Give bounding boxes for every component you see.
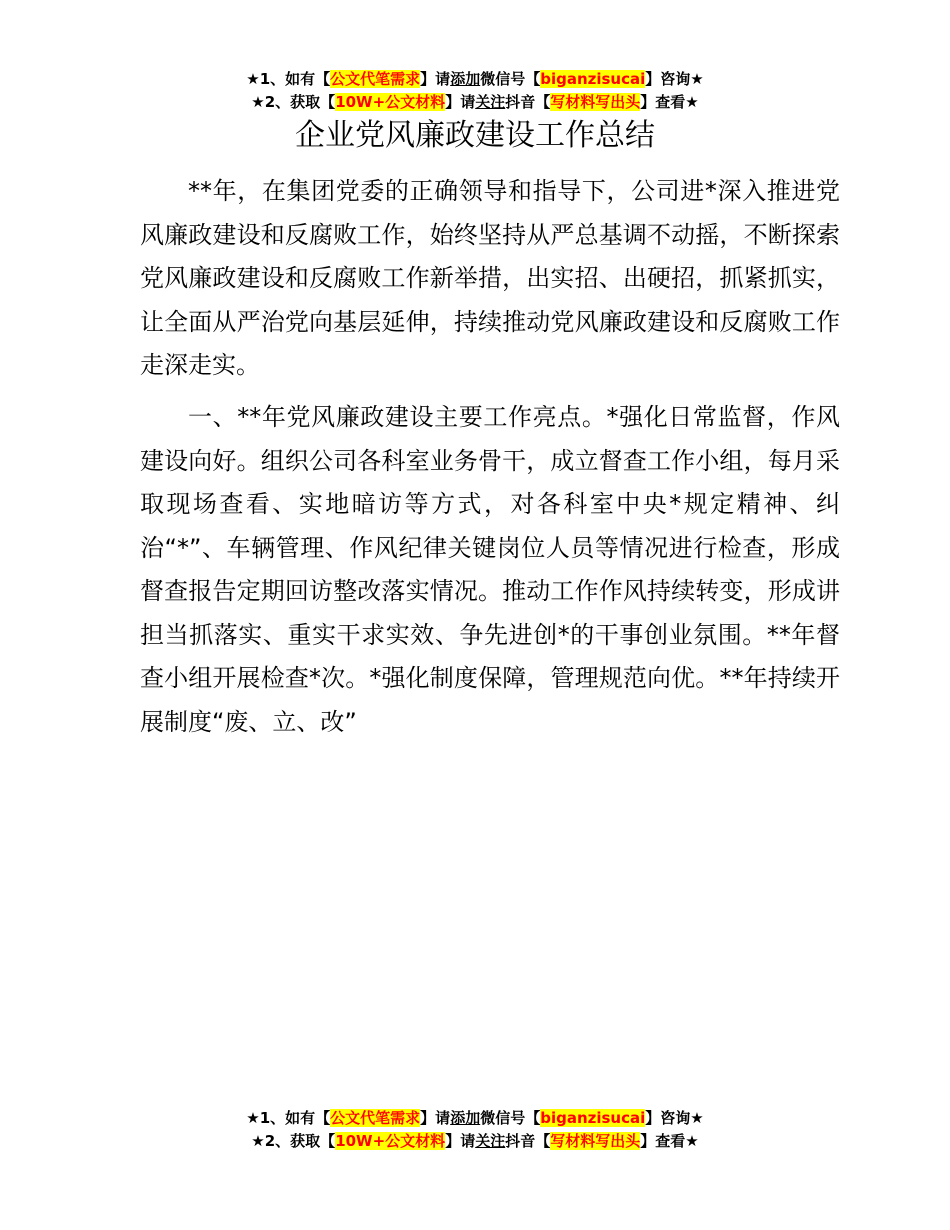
highlight-service: 公文代笔需求 <box>330 1109 421 1127</box>
banner-text: 】咨询★ <box>645 1109 704 1127</box>
banner-text: 】查看★ <box>640 93 699 111</box>
banner-line-2 <box>0 91 950 114</box>
banner-text: 】请 <box>420 70 451 88</box>
banner-text: 微信号【 <box>480 70 541 88</box>
paragraph: **年，在集团党委的正确领导和指导下，公司进*深入推进党风廉政建设和反腐败工作，始终坚持从严总基调不动摇，不断探索党风廉政建设和反腐败工作新举措，出实招、出硬招，抓紧抓实，让全面从严治党向基层延伸，持续推动党风廉政建设和反腐败工作走深走实。 <box>140 177 840 379</box>
banner-line-2 <box>0 1130 950 1153</box>
header-banner <box>0 68 950 114</box>
highlight-materials: 10W+公文材料 <box>335 1132 446 1150</box>
banner-text: 关注 <box>475 1132 506 1150</box>
banner-text: 添加 <box>450 1109 481 1127</box>
banner-text: 抖音【 <box>505 93 551 111</box>
banner-text: 】查看★ <box>640 1132 699 1150</box>
banner-text: 微信号【 <box>480 1109 541 1127</box>
document-body-1 <box>140 170 840 388</box>
highlight-materials: 10W+公文材料 <box>335 93 446 111</box>
banner-text: ★2、获取【 <box>251 93 336 111</box>
banner-line-1 <box>0 68 950 91</box>
highlight-douyin: 写材料写出头 <box>550 93 641 111</box>
banner-text: 抖音【 <box>505 1132 551 1150</box>
banner-text: 】请 <box>445 93 476 111</box>
banner-line-1 <box>0 1107 950 1130</box>
highlight-wechat-id: biganzisucai <box>540 70 646 88</box>
banner-text: ★2、获取【 <box>251 1132 336 1150</box>
document-body-2 <box>140 396 840 744</box>
document-title: 企业党风廉政建设工作总结 <box>295 118 655 153</box>
banner-text: ★1、如有【 <box>246 70 331 88</box>
footer-banner <box>0 1107 950 1153</box>
highlight-wechat-id: biganzisucai <box>540 1109 646 1127</box>
highlight-douyin: 写材料写出头 <box>550 1132 641 1150</box>
banner-text: 添加 <box>450 70 481 88</box>
banner-text: ★1、如有【 <box>246 1109 331 1127</box>
banner-text: 】请 <box>420 1109 451 1127</box>
highlight-service: 公文代笔需求 <box>330 70 421 88</box>
paragraph: 一、**年党风廉政建设主要工作亮点。*强化日常监督，作风建设向好。组织公司各科室业务骨干，成立督查工作小组，每月采取现场查看、实地暗访等方式，对各科室中央*规定精神、纠治“*”、车辆管理、作风纪律关键岗位人员等情况进行检查，形成督查报告定期回访整改落实情况。推动工作作风持续转变，形成讲担当抓落实、重实干求实效、争先进创*的干事创业氛围。**年督查小组开展检查*次。*强化制度保障，管理规范向优。**年持续开展制度“废、立、改” <box>140 403 840 736</box>
banner-text: 】咨询★ <box>645 70 704 88</box>
banner-text: 】请 <box>445 1132 476 1150</box>
banner-text: 关注 <box>475 93 506 111</box>
